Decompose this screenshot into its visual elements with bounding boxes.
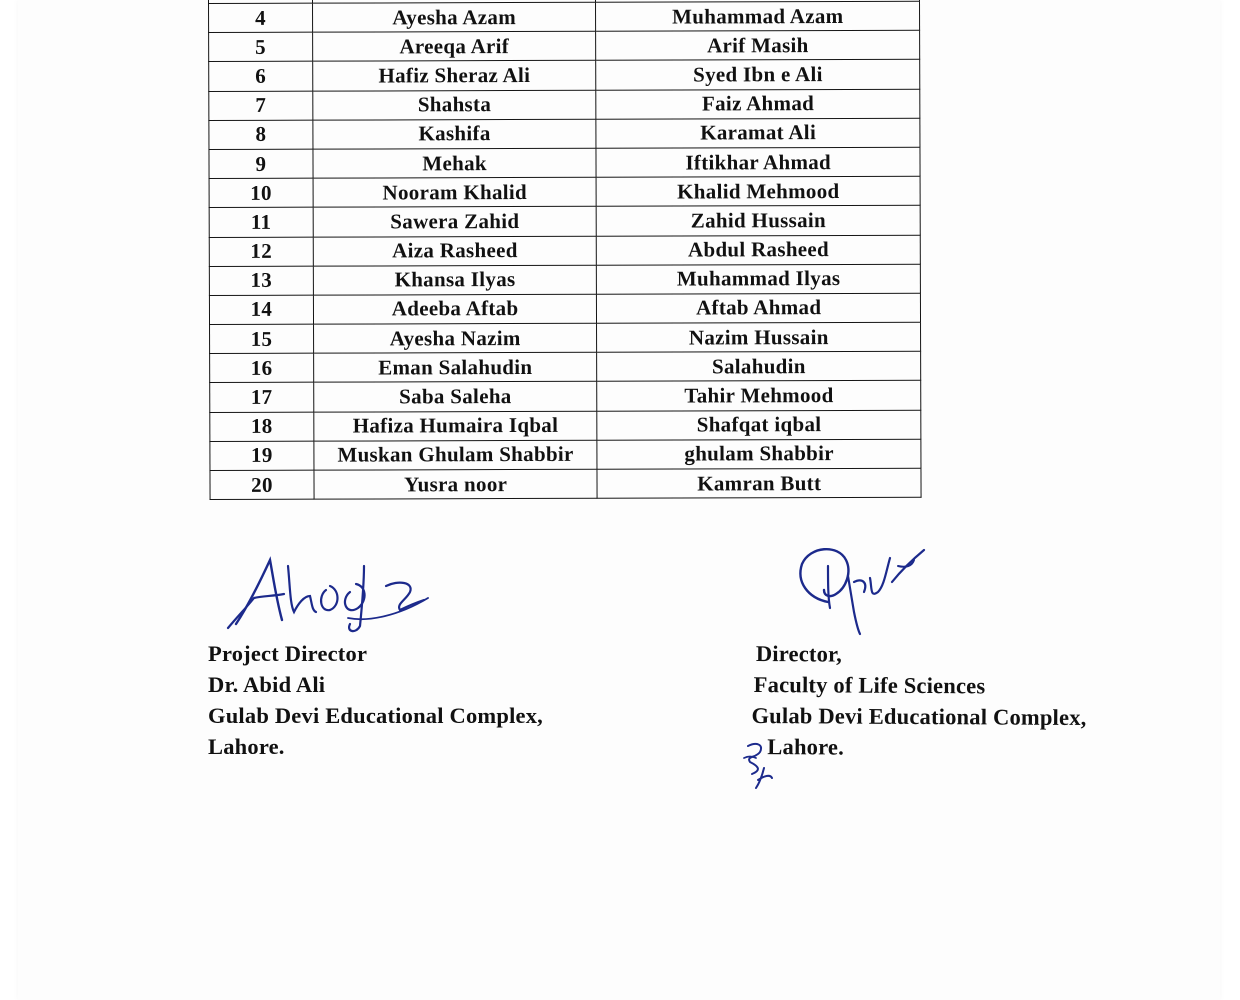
student-name-cell: Sawera Zahid bbox=[313, 207, 597, 237]
serial-number-cell: 6 bbox=[209, 62, 313, 92]
serial-number-cell: 11 bbox=[209, 207, 313, 237]
table-row bbox=[210, 352, 921, 383]
student-name-cell: Aiza Rasheed bbox=[313, 236, 597, 266]
father-name-cell: ghulam Shabbir bbox=[597, 439, 921, 469]
table-row bbox=[210, 468, 921, 499]
student-roster-table bbox=[208, 0, 922, 500]
father-name-cell: Faiz Ahmad bbox=[596, 89, 920, 119]
father-name-cell: Arif Masih bbox=[596, 30, 920, 60]
student-name-cell: Adeeba Aftab bbox=[313, 294, 597, 324]
serial-number-cell: 5 bbox=[209, 32, 313, 62]
serial-number-cell: 18 bbox=[210, 412, 314, 442]
serial-number-cell: 15 bbox=[210, 324, 314, 354]
director-signature-block bbox=[740, 540, 1160, 762]
signatory-institution: Gulab Devi Educational Complex, bbox=[751, 702, 1087, 731]
director-details bbox=[751, 638, 1160, 764]
father-name-cell: Salahudin bbox=[597, 352, 921, 382]
table-row bbox=[209, 264, 920, 295]
table-row bbox=[209, 89, 920, 120]
father-name-cell: Muhammad Ilyas bbox=[597, 264, 921, 294]
table-row bbox=[209, 176, 920, 207]
serial-number-cell: 4 bbox=[209, 3, 313, 33]
father-name-cell: Muhammad Azam bbox=[596, 1, 920, 31]
table-row bbox=[210, 322, 921, 353]
serial-number-cell: 16 bbox=[210, 353, 314, 383]
serial-number-cell: 9 bbox=[209, 149, 313, 179]
serial-number-cell: 14 bbox=[209, 295, 313, 325]
signatory-title: Project Director bbox=[208, 641, 368, 666]
table-row bbox=[209, 235, 920, 266]
student-name-cell: Saba Saleha bbox=[314, 382, 598, 412]
student-name-cell: Yusra noor bbox=[314, 469, 598, 499]
table-row bbox=[209, 30, 920, 61]
student-name-cell: Kashifa bbox=[313, 119, 597, 149]
father-name-cell: Khalid Mehmood bbox=[596, 176, 920, 206]
serial-number-cell: 7 bbox=[209, 91, 313, 121]
handwritten-signature-director bbox=[788, 542, 938, 638]
father-name-cell: Iftikhar Ahmad bbox=[596, 147, 920, 177]
father-name-cell: Zahid Hussain bbox=[597, 206, 921, 236]
table-row bbox=[209, 293, 920, 324]
serial-number-cell: 13 bbox=[209, 266, 313, 296]
serial-number-cell: 20 bbox=[210, 470, 314, 500]
handwritten-signature-abid-ali bbox=[218, 546, 448, 638]
signatory-title: Director, bbox=[755, 640, 843, 667]
student-name-cell: Hafiz Sheraz Ali bbox=[313, 61, 597, 91]
father-name-cell: Syed Ibn e Ali bbox=[596, 60, 920, 90]
table-row bbox=[209, 118, 920, 149]
student-name-cell: Nooram Khalid bbox=[313, 177, 597, 207]
student-name-cell: Mehak bbox=[313, 148, 597, 178]
student-name-cell: Eman Salahudin bbox=[313, 353, 597, 383]
student-name-cell: Ayesha Nazim bbox=[313, 323, 597, 353]
signatory-institution: Gulab Devi Educational Complex, bbox=[208, 703, 543, 728]
signatory-city: Lahore. bbox=[767, 734, 845, 760]
table-row bbox=[209, 60, 920, 91]
serial-number-cell: 17 bbox=[210, 383, 314, 413]
table-row bbox=[209, 1, 920, 32]
project-director-details bbox=[208, 638, 628, 762]
serial-number-cell: 10 bbox=[209, 178, 313, 208]
student-name-cell: Khansa Ilyas bbox=[313, 265, 597, 295]
table-row bbox=[210, 410, 921, 441]
handwritten-initials-mark bbox=[738, 738, 778, 792]
student-name-cell: Shahsta bbox=[313, 90, 597, 120]
table-row bbox=[209, 147, 920, 178]
signatory-city: Lahore. bbox=[208, 734, 285, 759]
serial-number-cell: 8 bbox=[209, 120, 313, 150]
father-name-cell: Aftab Ahmad bbox=[597, 293, 921, 323]
father-name-cell: Kamran Butt bbox=[597, 468, 921, 498]
serial-number-cell: 12 bbox=[209, 237, 313, 267]
father-name-cell: Tahir Mehmood bbox=[597, 381, 921, 411]
father-name-cell: Abdul Rasheed bbox=[597, 235, 921, 265]
signatory-department: Faculty of Life Sciences bbox=[753, 671, 986, 699]
table-row bbox=[210, 381, 921, 412]
roster-table-body bbox=[209, 0, 922, 500]
father-name-cell: Nazim Hussain bbox=[597, 322, 921, 352]
father-name-cell: Karamat Ali bbox=[596, 118, 920, 148]
serial-number-cell: 19 bbox=[210, 441, 314, 471]
table-row bbox=[210, 439, 921, 470]
student-name-cell: Ayesha Azam bbox=[312, 2, 596, 32]
table-row bbox=[209, 206, 920, 237]
signatory-name: Dr. Abid Ali bbox=[208, 672, 326, 697]
father-name-cell: Shafqat iqbal bbox=[597, 410, 921, 440]
student-name-cell: Muskan Ghulam Shabbir bbox=[314, 440, 598, 470]
student-name-cell: Areeqa Arif bbox=[312, 31, 596, 61]
student-name-cell: Hafiza Humaira Iqbal bbox=[314, 411, 598, 441]
project-director-signature-block bbox=[208, 540, 628, 762]
